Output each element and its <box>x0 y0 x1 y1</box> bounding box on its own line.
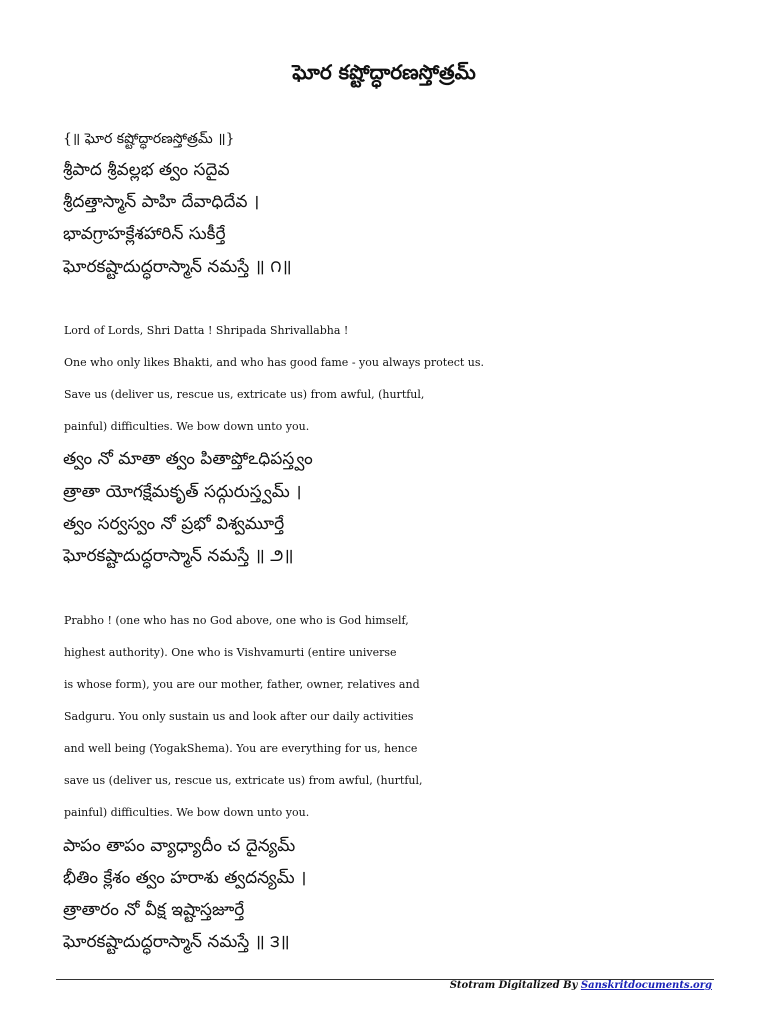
translation-1-line-3: Save us (deliver us, rescue us, extricate us) from awful, (hurtful, <box>64 388 425 401</box>
verse-1-line-4: ఘోరకష్టాదుద్ధరాస్మాన్ నమస్తే ॥ ౧॥ <box>63 257 292 277</box>
translation-2-line-2: highest authority). One who is Vishvamurti (entire universe <box>64 646 397 659</box>
translation-2-line-3: is whose form), you are our mother, father, owner, relatives and <box>64 678 420 691</box>
translation-2-line-5: and well being (YogakShema). You are everything for us, hence <box>64 742 418 755</box>
footer-credit-text: Stotram Digitalized By <box>449 980 581 991</box>
verse-1-line-3: భావగ్రాహక్లేశహారిన్ సుకీర్తే <box>63 224 226 244</box>
page-title: ఘోర కష్టోద్ధారణస్తోత్రమ్ <box>292 60 476 84</box>
translation-1-line-1: Lord of Lords, Shri Datta ! Shripada Shrivallabha ! <box>64 324 349 337</box>
sanskritdocuments-link[interactable]: Sanskritdocuments.org <box>580 980 712 991</box>
translation-1-line-2: One who only likes Bhakti, and who has good fame - you always protect us. <box>64 356 485 369</box>
verse-2-line-3: త్వం సర్వస్వం నో ప్రభో విశ్వమూర్తే <box>63 514 285 534</box>
translation-2-line-1: Prabho ! (one who has no God above, one who is God himself, <box>64 614 409 627</box>
translation-2-line-7: painful) difficulties. We bow down unto you. <box>64 806 310 819</box>
verse-3-line-1: పాపం తాపం వ్యాధ్యాదీం చ దైన్యమ్ <box>63 836 296 856</box>
verse-2-line-2: త్రాతా యోగక్షేమకృత్ సద్గురుస్త్వమ్ । <box>63 482 302 502</box>
verse-3-line-3: త్రాతారం నో వీక్ష ఇష్టాస్తజూర్తే <box>63 900 245 920</box>
verse-3-line-2: భీతిం క్లేశం త్వం హరాశు త్వదన్యమ్ । <box>63 868 307 888</box>
footer-credit <box>450 980 712 991</box>
verse-1-line-1: శ్రీపాద శ్రీవల్లభ త్వం సదైవ <box>63 160 230 180</box>
verse-1-heading: {॥ ఘోర కష్టోద్ధారణస్తోత్రమ్ ॥} <box>63 131 235 147</box>
translation-2-line-4: Sadguru. You only sustain us and look after our daily activities <box>64 710 414 723</box>
verse-2-line-4: ఘోరకష్టాదుద్ధరాస్మాన్ నమస్తే ॥ ౨॥ <box>63 546 294 566</box>
translation-2-line-6: save us (deliver us, rescue us, extricate us) from awful, (hurtful, <box>64 774 423 787</box>
verse-3-line-4: ఘోరకష్టాదుద్ధరాస్మాన్ నమస్తే ॥ ౩॥ <box>63 932 290 952</box>
verse-2-line-1: త్వం నో మాతా త్వం పితాప్తోఽధిపస్త్వం <box>63 449 313 469</box>
verse-1-line-2: శ్రీదత్తాస్మాన్ పాహి దేవాధిదేవ । <box>63 192 260 212</box>
translation-1-line-4: painful) difficulties. We bow down unto you. <box>64 420 310 433</box>
